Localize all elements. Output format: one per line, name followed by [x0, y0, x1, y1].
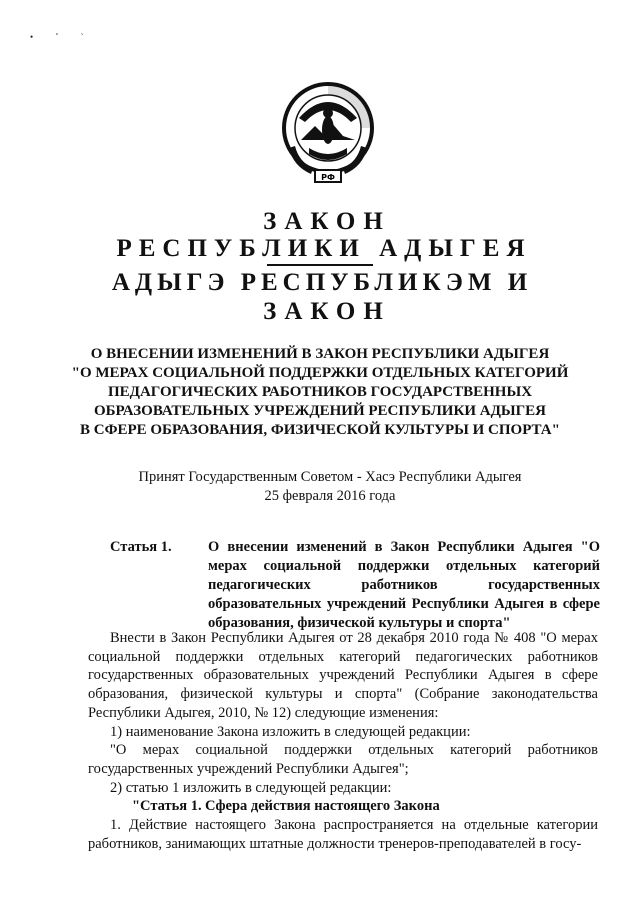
- title-line-zakon: ЗАКОН: [263, 208, 391, 235]
- paragraph: 1) наименование Закона изложить в следующей редакции:: [110, 723, 471, 740]
- title-line-adyghe: АДЫГЭ РЕСПУБЛИКЭМ И: [111, 269, 533, 296]
- title-divider: [267, 264, 373, 266]
- title-line-zakon-adyghe: ЗАКОН: [263, 298, 391, 325]
- coat-of-arms-emblem: [279, 78, 377, 190]
- subject-line: ОБРАЗОВАТЕЛЬНЫХ УЧРЕЖДЕНИЙ РЕСПУБЛИКИ АДЫГЕЯ: [93, 403, 547, 419]
- paragraph: 2) статью 1 изложить в следующей редакции:: [110, 779, 392, 796]
- title-line-republic: РЕСПУБЛИКИ АДЫГЕЯ: [116, 235, 532, 262]
- sub-article-title: Сфера действия настоящего Закона: [205, 798, 440, 815]
- article-number: Статья 1.: [110, 539, 172, 555]
- sub-article-heading: [88, 797, 598, 816]
- law-title: [0, 208, 640, 325]
- scan-marks: • ˚ `: [30, 32, 94, 42]
- subject-line: О ВНЕСЕНИИ ИЗМЕНЕНИЙ В ЗАКОН РЕСПУБЛИКИ АДЫГЕЯ: [90, 346, 550, 362]
- article-body: [88, 629, 598, 853]
- svg-text:РФ: РФ: [321, 173, 335, 182]
- subject-line: "О МЕРАХ СОЦИАЛЬНОЙ ПОДДЕРЖКИ ОТДЕЛЬНЫХ КАТЕГОРИЙ: [71, 365, 569, 381]
- law-subject: [60, 345, 580, 440]
- adoption-note: [60, 468, 600, 506]
- paragraph: 1. Действие настоящего Закона распространяется на отдельные категории работников, занимающих штатные должности тренеров-преподавателей в госу-: [88, 817, 598, 852]
- paragraph: Внести в Закон Республики Адыгея от 28 декабря 2010 года № 408 "О мерах социальной поддержки отдельных категорий педагогических работников государственных образовательных учреждений Республики Адыгея в сфере образования, физической культуры и спорта" (Собрание законодательства Республики Адыгея, 2010, № 12) следующие изменения:: [88, 630, 598, 721]
- subject-line: ПЕДАГОГИЧЕСКИХ РАБОТНИКОВ ГОСУДАРСТВЕННЫХ: [107, 384, 533, 400]
- adoption-body: Принят Государственным Советом - Хасэ Республики Адыгея: [138, 469, 522, 485]
- adoption-date: 25 февраля 2016 года: [264, 488, 396, 504]
- article-title: О внесении изменений в Закон Республики Адыгея "О мерах социальной поддержки отдельных категорий педагогических работников государственных образовательных учреждений Республики Адыгея в сфере образования, физической культуры и спорта": [208, 539, 600, 631]
- paragraph: "О мерах социальной поддержки отдельных категорий работников государственных учреждений Республики Адыгея";: [88, 742, 598, 777]
- sub-article-number: "Статья 1.: [132, 798, 202, 815]
- subject-line: В СФЕРЕ ОБРАЗОВАНИЯ, ФИЗИЧЕСКОЙ КУЛЬТУРЫ И СПОРТА": [80, 422, 560, 438]
- article-1-heading: [110, 538, 600, 633]
